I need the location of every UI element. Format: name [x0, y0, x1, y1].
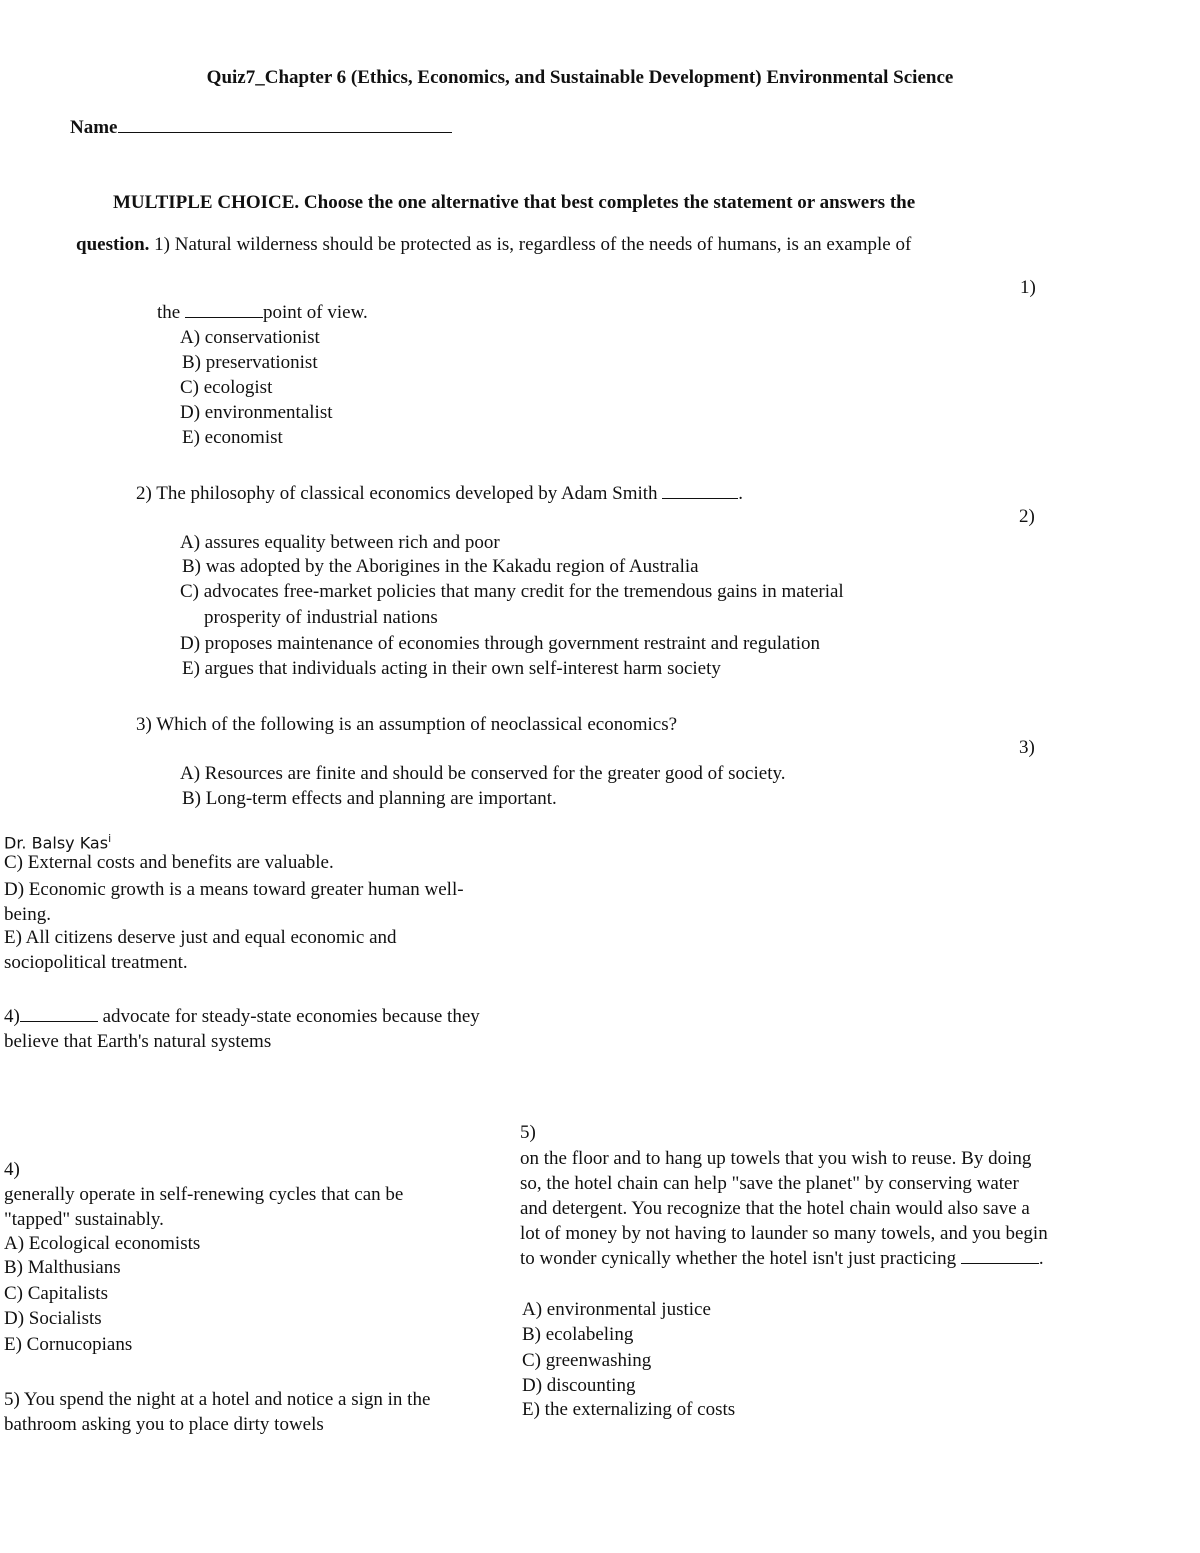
q1-margin-number: 1) — [1020, 277, 1036, 298]
q4-option-c[interactable]: C) Capitalists — [4, 1283, 108, 1304]
q3-option-c[interactable]: C) External costs and benefits are valuable. — [4, 852, 334, 873]
q3-option-e[interactable]: E) All citizens deserve just and equal economic and sociopolitical treatment. — [4, 927, 397, 973]
q2-option-c[interactable]: C) advocates free-market policies that many credit for the tremendous gains in material — [180, 581, 844, 602]
q2-text — [136, 482, 743, 507]
q1-text: 1) Natural wilderness should be protected as is, regardless of the needs of humans, is an example of — [154, 234, 912, 255]
q5-margin-number: 5) — [520, 1122, 536, 1143]
q5-option-b[interactable]: B) ecolabeling — [522, 1324, 634, 1345]
q2-option-e[interactable]: E) argues that individuals acting in their own self-interest harm society — [182, 658, 721, 679]
q2-blank — [662, 484, 738, 499]
q1-text-pre: the — [157, 302, 181, 323]
q3-option-d[interactable]: D) Economic growth is a means toward greater human well-being. — [4, 879, 464, 925]
q4-option-e[interactable]: E) Cornucopians — [4, 1334, 133, 1355]
q3-text: 3) Which of the following is an assumption of neoclassical economics? — [136, 714, 678, 735]
q4-number: 4) — [4, 1006, 20, 1027]
q3-option-a[interactable]: A) Resources are finite and should be conserved for the greater good of society. — [180, 763, 786, 784]
q2-option-b[interactable]: B) was adopted by the Aborigines in the Kakadu region of Australia — [182, 556, 699, 577]
q1-option-d[interactable]: D) environmentalist — [180, 402, 333, 423]
q2-margin-number: 2) — [1019, 506, 1035, 527]
page-title: Quiz7_Chapter 6 (Ethics, Economics, and Sustainable Development) Environmental Science — [206, 67, 954, 88]
q4-text-main: advocate for steady-state economies because they believe that Earth's natural systems — [4, 1006, 480, 1052]
name-field[interactable] — [70, 114, 452, 141]
q4-blank — [20, 1007, 98, 1022]
q3-option-b[interactable]: B) Long-term effects and planning are important. — [182, 788, 557, 809]
q4-text-cont: generally operate in self-renewing cycles that can be "tapped" sustainably. — [4, 1184, 404, 1230]
q5-option-e[interactable]: E) the externalizing of costs — [522, 1399, 736, 1420]
name-label: Name — [70, 117, 118, 138]
q5-text-end: . — [1038, 1248, 1044, 1269]
q4-margin-number: 4) — [4, 1159, 20, 1180]
q5-blank — [961, 1249, 1039, 1264]
q4-option-d[interactable]: D) Socialists — [4, 1308, 102, 1329]
q2-option-c-cont: prosperity of industrial nations — [204, 607, 438, 628]
q5-text-cont — [520, 1146, 1050, 1271]
q1-first-line — [76, 233, 911, 258]
q1-blank — [185, 303, 263, 318]
q3-margin-number: 3) — [1019, 737, 1035, 758]
q2-option-a[interactable]: A) assures equality between rich and poor — [180, 532, 500, 553]
q2-option-d[interactable]: D) proposes maintenance of economies through government restraint and regulation — [180, 633, 820, 654]
q4-option-a[interactable]: A) Ecological economists — [4, 1233, 201, 1254]
q1-text-post: point of view. — [262, 302, 368, 323]
footer-author-name: Dr. Balsy Kas — [4, 833, 109, 853]
q4-option-b[interactable]: B) Malthusians — [4, 1257, 121, 1278]
q2-text-end: . — [738, 483, 744, 504]
q5-text: 5) You spend the night at a hotel and notice a sign in the bathroom asking you to place dirty towels — [4, 1389, 431, 1435]
q5-option-c[interactable]: C) greenwashing — [522, 1350, 652, 1371]
footer-mark: i — [108, 832, 112, 845]
q4-text — [4, 1005, 492, 1054]
mc-instructions-cont: question. — [76, 234, 150, 255]
q1-text-cont — [157, 301, 368, 326]
q1-option-b[interactable]: B) preservationist — [182, 352, 318, 373]
q1-option-a[interactable]: A) conservationist — [180, 327, 320, 348]
name-blank-line[interactable] — [118, 114, 452, 133]
q5-text-cont-main: on the floor and to hang up towels that you wish to reuse. By doing so, the hotel chain can help "save the planet" by conserving water and detergent. You recognize that the hotel chain would also save a lot of money by not having to launder so many towels, and you begin to wonder cynically whether the hotel isn't just practicing — [520, 1148, 1048, 1269]
q2-text-main: 2) The philosophy of classical economics developed by Adam Smith — [136, 483, 658, 504]
q1-option-e[interactable]: E) economist — [182, 427, 283, 448]
q5-option-a[interactable]: A) environmental justice — [522, 1299, 711, 1320]
q1-option-c[interactable]: C) ecologist — [180, 377, 273, 398]
q5-option-d[interactable]: D) discounting — [522, 1375, 636, 1396]
mc-instructions: MULTIPLE CHOICE. Choose the one alternative that best completes the statement or answers the — [113, 192, 916, 213]
